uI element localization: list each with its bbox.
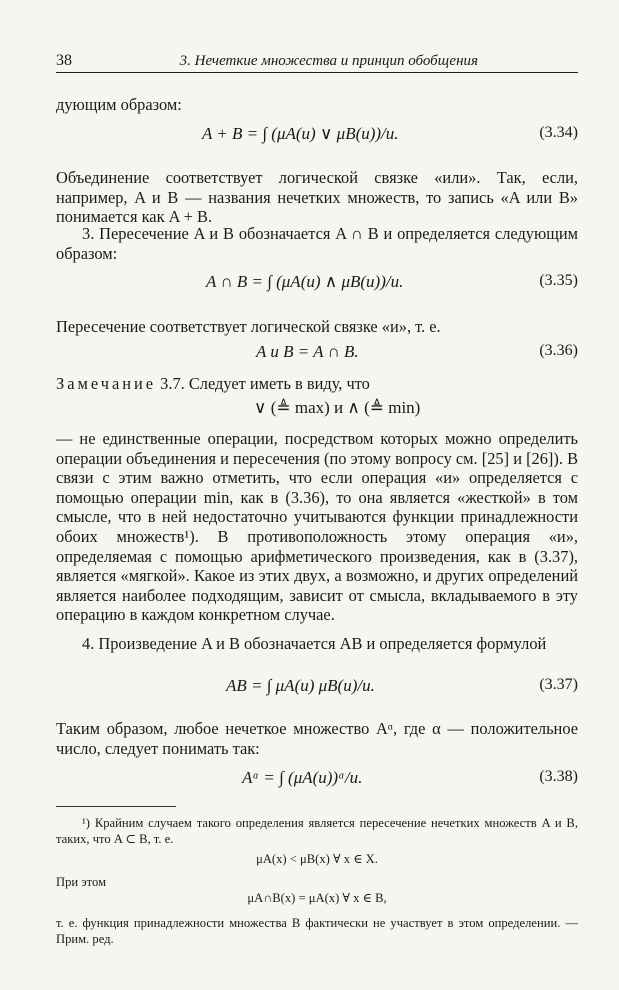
- paragraph-1: дующим образом:: [56, 95, 182, 114]
- formula-3-35: [56, 272, 578, 312]
- paragraph-7: Таким образом, любое нечеткое множество Aᵅ, где α — положительное число, следует понимать так:: [56, 719, 578, 758]
- formula-3-38: [56, 768, 578, 808]
- formula-3-34-expression: A + B = ∫ (μA(u) ∨ μB(u))/u.: [202, 124, 399, 143]
- remark-heading: [56, 374, 578, 394]
- running-header: [56, 52, 578, 73]
- footnote-formula-1: μA(x) < μB(x) ∀ x ∈ X.: [256, 852, 378, 866]
- formula-3-35-expression: A ∩ B = ∫ (μA(u) ∧ μB(u))/u.: [206, 272, 404, 291]
- footnote-divider: [56, 806, 176, 807]
- formula-3-36-number: (3.36): [539, 342, 578, 359]
- formula-3-35-number: (3.35): [539, 272, 578, 289]
- formula-3-38-expression: Aᵅ = ∫ (μA(u))ᵅ/u.: [242, 768, 363, 787]
- paragraph-4: Пересечение соответствует логической связке «и», т. е.: [56, 317, 441, 336]
- page-number: 38: [56, 52, 72, 69]
- formula-3-37-number: (3.37): [539, 676, 578, 693]
- footnote-line-3: т. е. функция принадлежности множества B фактически не участвует в этом определении. — Прим. ред.: [56, 916, 578, 946]
- footnote-formula-2: μA∩B(x) = μA(x) ∀ x ∈ B,: [247, 891, 387, 905]
- formula-3-34: [56, 124, 578, 164]
- formula-3-38-number: (3.38): [539, 768, 578, 785]
- formula-remark-expression: ∨ (≜ max) и ∧ (≜ min): [254, 398, 421, 417]
- remark-text: 3.7. Следует иметь в виду, что: [160, 374, 370, 393]
- paragraph-5: — не единственные операции, посредством которых можно определить операции объединения и пересечения (по этому вопросу см. [25] и [26]). В связи с этим важно отметить, что если операция «и» определяется с помощью операции min, как в (3.36), то она является «жесткой» в том смысле, что в ней недостаточно учитываются функции принадлежности обоих множеств¹). В противоположность этому операция «и», определяемая с помощью арифметического произведения, как в (3.37), является «мягкой». Какое из этих двух, а возможно, и других определений является наиболее подходящим, зависит от смысла, вкладываемого в эту операцию в каждом конкретном случае.: [56, 429, 578, 625]
- paragraph-3: 3. Пересечение A и B обозначается A ∩ B и определяется следующим образом:: [56, 224, 578, 263]
- paragraph-6: 4. Произведение A и B обозначается AB и определяется формулой: [82, 634, 547, 653]
- footnote-line-2: При этом: [56, 875, 107, 889]
- formula-3-34-number: (3.34): [539, 124, 578, 141]
- formula-3-37: [56, 676, 578, 716]
- remark-label: Замечание: [56, 374, 157, 393]
- formula-3-37-expression: AB = ∫ μA(u) μB(u)/u.: [226, 676, 375, 695]
- running-title: 3. Нечеткие множества и принцип обобщения: [179, 53, 478, 69]
- footnote-line-1: ¹) Крайним случаем такого определения является пересечение нечетких множеств A и B, таких, что A ⊂ B, т. е.: [56, 816, 578, 846]
- paragraph-2: Объединение соответствует логической связке «или». Так, если, например, A и B — названия нечетких множеств, то запись «A или B» понимается как A + B.: [56, 168, 578, 227]
- formula-3-36-expression: A и B = A ∩ B.: [256, 342, 359, 361]
